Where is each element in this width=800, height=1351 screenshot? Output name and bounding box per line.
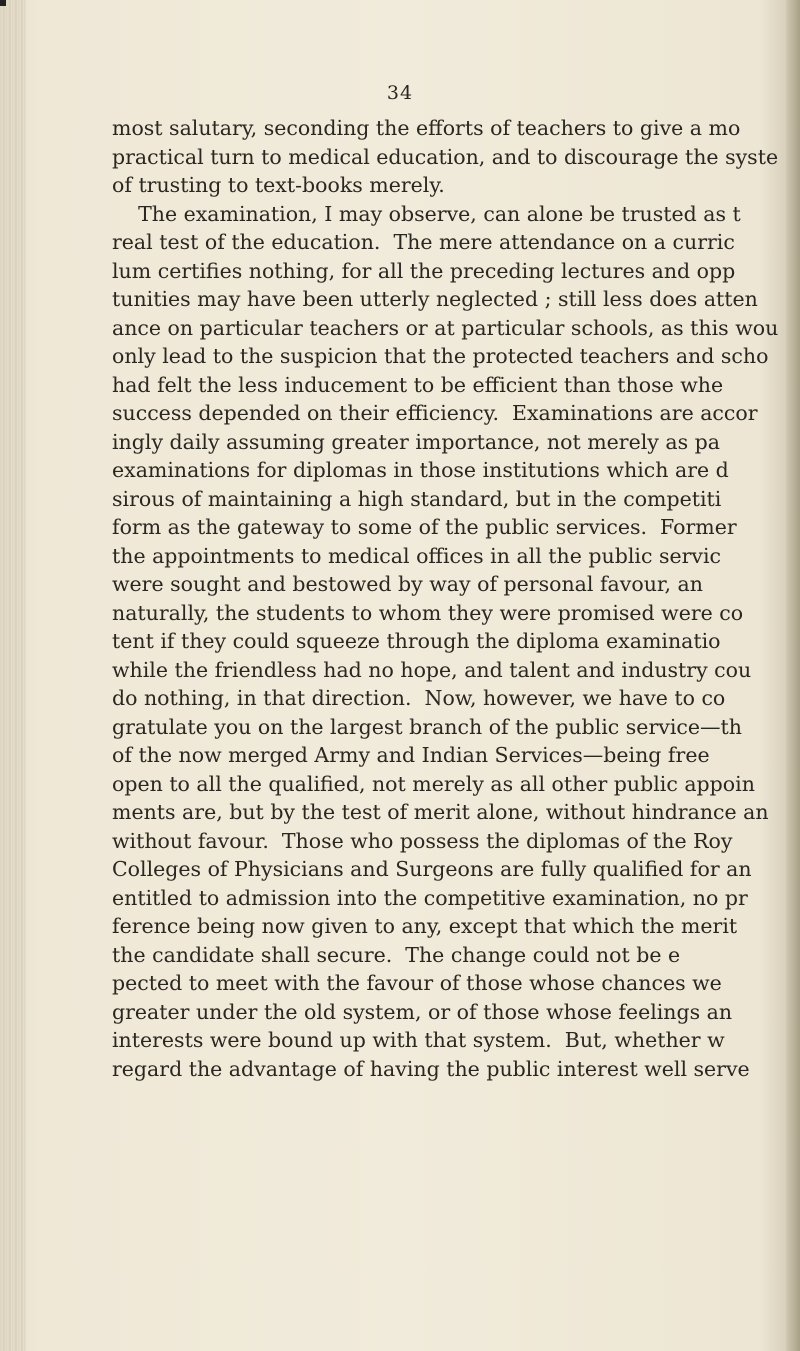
text-line: do nothing, in that direction. Now, however, we have to co bbox=[112, 686, 726, 710]
text-line: practical turn to medical education, and to discourage the syste bbox=[112, 144, 779, 169]
page-right-edge bbox=[786, 0, 800, 1351]
text-line: pected to meet with the favour of those whose chances we bbox=[112, 971, 722, 995]
text-line: sirous of maintaining a high standard, but in the competiti bbox=[112, 486, 722, 511]
text-line: of the now merged Army and Indian Services—being free bbox=[112, 743, 710, 767]
text-line: lum certifies nothing, for all the preceding lectures and opp bbox=[112, 258, 736, 283]
text-line: naturally, the students to whom they were promised were co bbox=[112, 600, 744, 625]
text-line: ments are, but by the test of merit alone, without hindrance an bbox=[112, 800, 769, 824]
text-line: ance on particular teachers or at particular schools, as this wou bbox=[112, 315, 779, 340]
text-line: had felt the less inducement to be efficient than those whe bbox=[112, 372, 724, 397]
text-line: without favour. Those who possess the diplomas of the Roy bbox=[112, 828, 733, 853]
text-line: only lead to the suspicion that the protected teachers and scho bbox=[112, 344, 769, 368]
page-gutter bbox=[0, 0, 26, 1351]
text-line: tent if they could squeeze through the diploma examinatio bbox=[112, 629, 721, 653]
text-line: entitled to admission into the competitive examination, no pr bbox=[112, 885, 748, 910]
body-text bbox=[112, 114, 786, 1083]
text-line: ingly daily assuming greater importance, not merely as pa bbox=[112, 429, 720, 454]
text-line: real test of the education. The mere attendance on a curric bbox=[112, 230, 735, 254]
text-line: The examination, I may observe, can alone be trusted as t bbox=[112, 201, 741, 226]
text-line: Colleges of Physicians and Surgeons are fully qualified for an bbox=[112, 857, 752, 881]
text-line: form as the gateway to some of the public services. Former bbox=[112, 515, 737, 539]
text-line: most salutary, seconding the efforts of teachers to give a mo bbox=[112, 116, 741, 140]
text-line: ference being now given to any, except that which the merit bbox=[112, 914, 738, 938]
text-line: gratulate you on the largest branch of the public service—th bbox=[112, 714, 742, 739]
text-line: of trusting to text-books merely. bbox=[112, 173, 445, 197]
text-line: examinations for diplomas in those institutions which are d bbox=[112, 458, 729, 482]
text-line: the candidate shall secure. The change could not be e bbox=[112, 942, 681, 967]
page-number: 34 bbox=[386, 82, 414, 104]
text-line: open to all the qualified, not merely as all other public appoin bbox=[112, 771, 755, 796]
text-line: regard the advantage of having the public interest well serve bbox=[112, 1056, 750, 1081]
text-line: while the friendless had no hope, and talent and industry cou bbox=[112, 657, 752, 682]
text-line: tunities may have been utterly neglected ; still less does atten bbox=[112, 287, 758, 311]
text-line: interests were bound up with that system. But, whether w bbox=[112, 1028, 725, 1052]
text-line: the appointments to medical offices in all the public servic bbox=[112, 543, 722, 568]
text-line: success depended on their efficiency. Examinations are accor bbox=[112, 401, 758, 425]
text-line: greater under the old system, or of those whose feelings an bbox=[112, 999, 733, 1024]
corner-mark bbox=[0, 0, 6, 6]
text-line: were sought and bestowed by way of personal favour, an bbox=[112, 572, 703, 596]
